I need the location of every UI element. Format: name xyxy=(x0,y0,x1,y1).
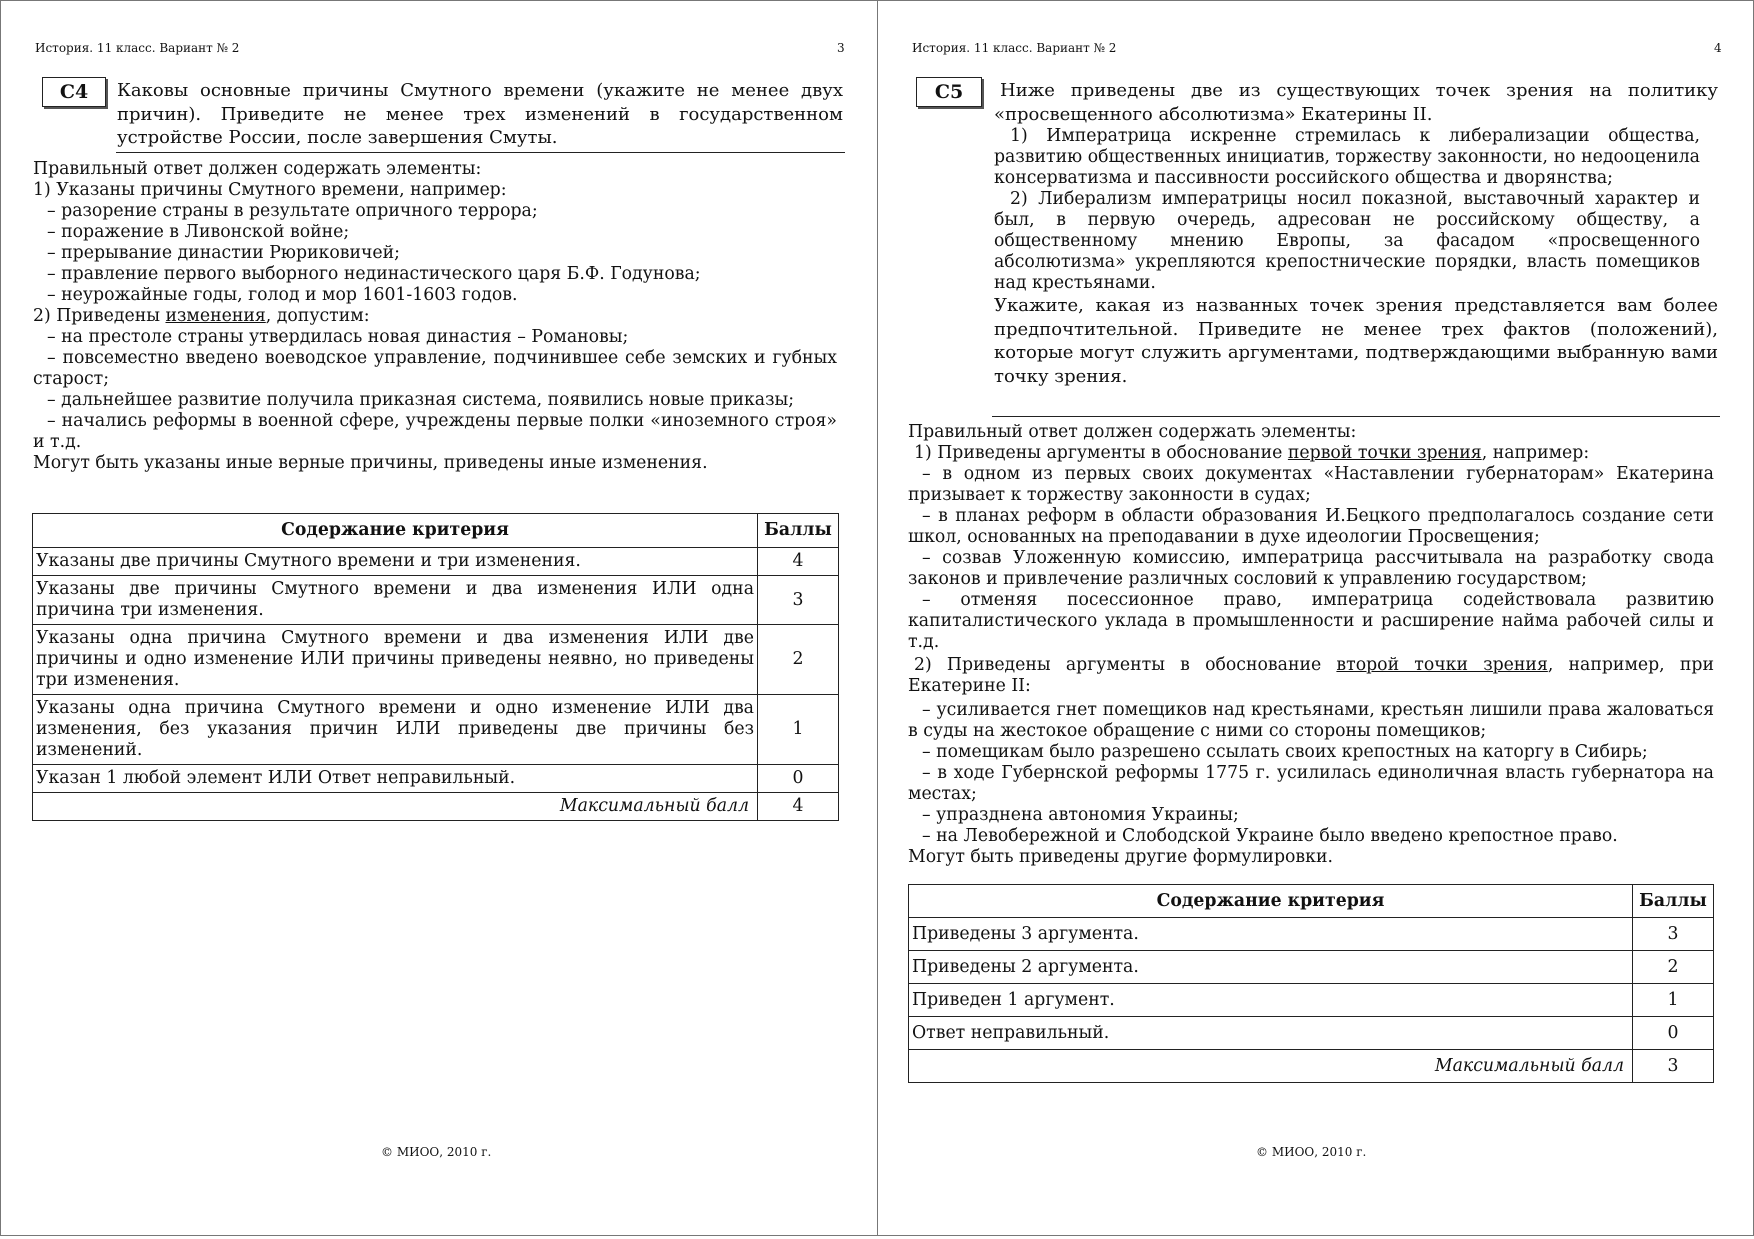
col-points: Баллы xyxy=(758,514,839,548)
list-item: – на Левобережной и Слободской Украине было введено крепостное право. xyxy=(922,826,1618,846)
criteria-cell: Приведены 2 аргумента. xyxy=(909,951,1633,984)
list-item: – созвав Уложенную комиссию, императрица рассчитывала на разработку свода законов и привлечение различных сословий к управлению государством; xyxy=(908,548,1714,589)
list-item: – отменяя посессионное право, императрица содействовала развитию капиталистического уклада в промышленности и расширение найма рабочей силы и т.д. xyxy=(908,590,1714,652)
task-instruction: Укажите, какая из названных точек зрения представляется вам более предпочтительной. Приведите не менее трех фактов (положений), которые могут служить аргументами, подтверждающими выбранную вами точку зрения. xyxy=(994,295,1718,387)
list-item: – на престоле страны утвердилась новая династия – Романовы; xyxy=(47,327,629,347)
page-footer: © МИОО, 2010 г. xyxy=(381,1145,492,1159)
task-question: Каковы основные причины Смутного времени (укажите не менее двух причин). Приведите не менее трех изменений в государственном устройстве России, после завершения Смуты. xyxy=(117,80,843,148)
text: 2) Приведены аргументы в обоснование xyxy=(914,655,1337,675)
answer-section xyxy=(908,422,1714,868)
list-item: – дальнейшее развитие получила приказная система, появились новые приказы; xyxy=(47,390,795,410)
page-right xyxy=(877,0,1754,1236)
col-points: Баллы xyxy=(1633,885,1714,918)
list-item: – разорение страны в результате опричного террора; xyxy=(47,201,538,221)
col-criteria: Содержание критерия xyxy=(909,885,1633,918)
criteria-cell: Ответ неправильный. xyxy=(909,1017,1633,1050)
task-label: С5 xyxy=(916,77,982,107)
text: 1) Приведены аргументы в обоснование xyxy=(914,443,1288,463)
list-item: – правление первого выборного нединастического царя Б.Ф. Годунова; xyxy=(47,264,701,284)
list-item: – поражение в Ливонской войне; xyxy=(47,222,350,242)
text: , допустим: xyxy=(265,306,370,326)
underlined-text: изменения xyxy=(165,306,266,326)
criteria-table xyxy=(908,884,1714,1083)
list-item: – помещикам было разрешено ссылать своих крепостных на каторгу в Сибирь; xyxy=(922,742,1648,762)
criteria-cell: Указаны две причины Смутного времени и три изменения. xyxy=(33,548,758,576)
table-row xyxy=(33,576,839,625)
list-item: – упразднена автономия Украины; xyxy=(922,805,1239,825)
table-row xyxy=(909,984,1714,1017)
answer-intro: Правильный ответ должен содержать элементы: xyxy=(33,159,482,179)
text: , например: xyxy=(1481,443,1590,463)
points-cell: 1 xyxy=(1633,984,1714,1017)
text: 2) Приведены xyxy=(33,306,166,326)
table-row xyxy=(909,951,1714,984)
table-row xyxy=(909,1017,1714,1050)
col-criteria: Содержание критерия xyxy=(33,514,758,548)
criteria-cell: Указаны одна причина Смутного времени и два изменения ИЛИ две причины и одно изменение ИЛИ причины приведены неявно, но приведены три изменения. xyxy=(33,625,758,695)
text: , например, при Екатерине II: xyxy=(908,655,1714,696)
table-header xyxy=(909,885,1714,918)
note: Могут быть указаны иные верные причины, приведены иные изменения. xyxy=(33,453,708,473)
max-label: Максимальный балл xyxy=(33,793,758,821)
points-cell: 0 xyxy=(1633,1017,1714,1050)
list-item: – неурожайные годы, голод и мор 1601-1603 годов. xyxy=(47,285,518,305)
points-cell: 2 xyxy=(758,625,839,695)
list-item: – повсеместно введено воеводское управление, подчинившее себе земских и губных старост; xyxy=(33,348,837,389)
part2-title xyxy=(33,306,837,327)
points-cell: 3 xyxy=(1633,918,1714,951)
max-points: 4 xyxy=(758,793,839,821)
question-text: Ниже приведены две из существующих точек зрения на политику «просвещенного абсолютизма» Екатерины II. xyxy=(994,80,1718,125)
part2-title xyxy=(908,655,1714,697)
table-max-row xyxy=(33,793,839,821)
task-label: С4 xyxy=(42,77,106,107)
viewpoint-1: 1) Императрица искренне стремилась к либерализации общества, развитию общественных инициатив, торжеству законности, но недооценила консерватизма и пассивности российского общества и дворянства; xyxy=(994,126,1700,188)
underlined-text: первой точки зрения xyxy=(1287,443,1482,463)
table-header xyxy=(33,514,839,548)
points-cell: 3 xyxy=(758,576,839,625)
points-cell: 2 xyxy=(1633,951,1714,984)
table-row xyxy=(909,918,1714,951)
part1-title: 1) Указаны причины Смутного времени, например: xyxy=(33,180,507,200)
viewpoints xyxy=(994,126,1700,294)
table-max-row xyxy=(909,1050,1714,1083)
table-row xyxy=(33,548,839,576)
list-item: – в ходе Губернской реформы 1775 г. усилилась единоличная власть губернатора на местах; xyxy=(908,763,1714,804)
viewpoint-2: 2) Либерализм императрицы носил показной, выставочный характер и был, в первую очередь, адресован не российскому обществу, а общественному мнению Европы, за фасадом «просвещенного абсолютизма» укрепляются крепостнические порядки, власть помещиков над крестьянами. xyxy=(994,189,1700,293)
underlined-text: второй точки зрения xyxy=(1336,655,1548,675)
answer-section xyxy=(33,159,837,474)
table-row xyxy=(33,625,839,695)
divider xyxy=(116,152,845,153)
list-item: – в одном из первых своих документах «Наставлении губернаторам» Екатерина призывает к торжеству законности в судах; xyxy=(908,464,1714,505)
criteria-cell: Приведен 1 аргумент. xyxy=(909,984,1633,1017)
criteria-cell: Указаны две причины Смутного времени и два изменения ИЛИ одна причина три изменения. xyxy=(33,576,758,625)
list-item: – усиливается гнет помещиков над крестьянами, крестьян лишили права жаловаться в суды на жестокое обращение с ними со стороны помещиков; xyxy=(908,700,1714,741)
page-left xyxy=(0,0,878,1236)
list-item: – в планах реформ в области образования И.Бецкого предполагалось создание сети школ, основанных на преподавании в духе идеологии Просвещения; xyxy=(908,506,1714,547)
list-item: – прерывание династии Рюриковичей; xyxy=(47,243,400,263)
table-row xyxy=(33,695,839,765)
answer-intro: Правильный ответ должен содержать элементы: xyxy=(908,422,1357,442)
page-number: 3 xyxy=(837,41,845,55)
note: Могут быть приведены другие формулировки. xyxy=(908,847,1333,867)
list-item: – начались реформы в военной сфере, учреждены первые полки «иноземного строя» и т.д. xyxy=(33,411,837,452)
page-number: 4 xyxy=(1714,41,1722,55)
divider xyxy=(992,416,1720,417)
task-question xyxy=(994,79,1718,388)
criteria-cell: Приведены 3 аргумента. xyxy=(909,918,1633,951)
criteria-cell: Указаны одна причина Смутного времени и одно изменение ИЛИ два изменения, без указания причин ИЛИ приведены две причины без изменений. xyxy=(33,695,758,765)
points-cell: 1 xyxy=(758,695,839,765)
max-points: 3 xyxy=(1633,1050,1714,1083)
max-label: Максимальный балл xyxy=(909,1050,1633,1083)
page-header: История. 11 класс. Вариант № 2 xyxy=(35,41,240,55)
points-cell: 4 xyxy=(758,548,839,576)
criteria-cell: Указан 1 любой элемент ИЛИ Ответ неправильный. xyxy=(33,765,758,793)
table-row xyxy=(33,765,839,793)
page-header: История. 11 класс. Вариант № 2 xyxy=(912,41,1117,55)
criteria-table xyxy=(32,513,839,821)
points-cell: 0 xyxy=(758,765,839,793)
part1-title xyxy=(908,443,1714,464)
page-footer: © МИОО, 2010 г. xyxy=(1256,1145,1367,1159)
